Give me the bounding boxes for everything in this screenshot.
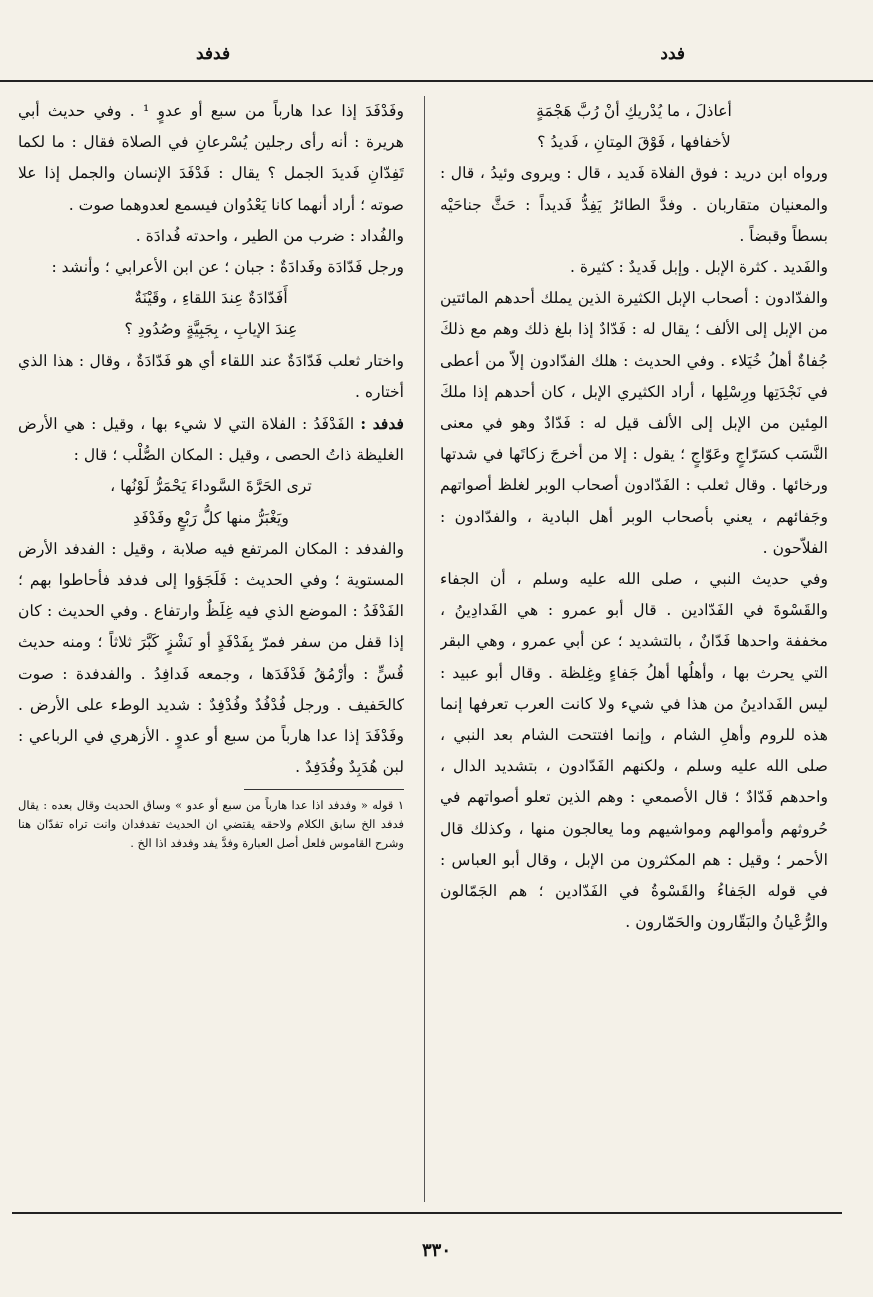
- verse-couplet-3: [18, 471, 404, 533]
- verse-line: عِندَ الإيابِ ، بِجَبِيَّةٍ وصُدُودِ ؟: [124, 320, 298, 339]
- header-root-word-left: فدفد: [196, 44, 231, 64]
- paragraph: والفدفد : المكان المرتفع فيه صلابة ، وقيل : الفدفد الأرض المستوية ؛ وفي الحديث : فَلَجَؤوا إلى فدفد فأحاطوا بهم ؛ الفَدْفَدُ : الموضع الذي فيه غِلَظٌ وارتفاع . وفي الحديث : كان إذا قفل من سفر فمرّ بِفَدْفَدٍ أو نَشْزٍ كَبَّرَ ثلاثاً ؛ ومنه حديث قُسٍّ : وأرْمُقُ فَدْفَدَها ، وجمعه فَدافِدُ . والفدفدة : صوت كالحَفيف . ورجل فُدْفُدٌ وفُدْفِدٌ : شديد الوطء على الأرض . وفَدْفَدَ إذا عدا هارباً من سبع أو عدوٍ . الأزهري في الرباعي : لبن هُدَبِدٌ وفُدَفِدٌ .: [18, 539, 404, 777]
- verse-line: أعاذلَ ، ما يُدْريكِ أنْ رُبَّ هَجْمَةٍ: [536, 102, 732, 120]
- entry-paragraph: [18, 408, 404, 471]
- verse-line: لأخفافها ، فَوْقَ المِتانِ ، فَديدُ ؟: [537, 133, 731, 152]
- left-column: [18, 96, 404, 1202]
- paragraph: واختار ثعلب فَدّادَةٌ عند اللقاء أي هو فَدّادَةٌ ، وقال : هذا الذي أختاره .: [18, 351, 404, 401]
- paragraph: وفَدْفَدَ إذا عدا هارباً من سبع أو عدوٍ ¹ . وفي حديث أبي هريرة : أنه رأى رجلين يُسْرعانِ في الصلاة فقال : ما لكما تَفِدّانِ فَديدَ الجمل ؟ يقال : فَدْفَدَ الإنسان والجمل إذا علا صوته ؛ أراد أنهما كانا يَعْدُوان فيسمع لعدوهما صوت .: [18, 102, 404, 214]
- right-column: [440, 96, 828, 1202]
- paragraph: والفُداد : ضرب من الطير ، واحدته فُدادَة .: [135, 226, 404, 245]
- page-header: [0, 40, 873, 82]
- paragraph: ورواه ابن دريد : فوق الفلاة فَديد ، قال : ويروى وئيدُ ، قال : والمعنيان متقاربان . وفدَّ الطائرُ يَفِدُّ فَديداً : حَثَّ جناحَيْه بسطاً وقبضاً .: [440, 164, 828, 245]
- bottom-rule: [12, 1212, 842, 1214]
- paragraph: ورجل فَدّادَة وفَدادَةٌ : جبان ؛ عن ابن الأعرابي ؛ وأنشد :: [51, 258, 404, 277]
- header-root-word-right: فدد: [660, 44, 685, 64]
- verse-line: أَفَدّادَةٌ عِندَ اللقاءِ ، وقَيْنَةٌ: [134, 289, 288, 308]
- verse-line: ويَغْبَرُّ منها كلُّ رَبْعٍ وفَدْفَدِ: [133, 508, 289, 527]
- footnote: ١ قوله « وفدفد اذا عدا هارباً من سبع أو عدو » وساق الحديث وقال بعده : يقال فدفد الخ سابق الكلام ولاحقه يقتضي ان الحديث تفدفدان وانت تراه تفدّان هنا وشرح القاموس فلعل أصل العبارة وفدَّ يفد وفدفد اذا الخ .: [18, 798, 404, 851]
- paragraph: والفدّادون : أصحاب الإبل الكثيرة الذين يملك أحدهم المائتين من الإبل إلى الألف ؛ يقال له : فَدّادٌ إذا بلغ ذلك وهم مع ذلكَ جُفاةٌ أهلُ خُيَلاء . وفي الحديث : هلك الفدّادون إلاّ من أعطى في نَجْدَتِها ورِسْلِها ، أراد الكثيري الإبل ، كان أحدهم إذا ملكَ المِئين من الإبل إلى الألف قيل له : فَدّادٌ وهو في معنى النَّسَب كسَرّاجٍ وعَوّاجٍ ؛ يقول : إلا من أخرجَ زكاتَها في شدتها ورخائها . وقال ثعلب : الفَدّادون أصحاب الوبر لغلظ أصواتهم وجَفائهم ، يعني بأصحاب الوبر أهل البادية ، والفدّادون : الفلاّحون .: [440, 289, 828, 557]
- verse-line: ترى الحَرَّةَ السَّوداءَ يَحْمَرُّ لَوْنُها ،: [110, 477, 312, 496]
- verse-couplet-1: [440, 96, 828, 158]
- entry-text: الفَدْفَدُ : الفلاة التي لا شيء بها ، وقيل : هي الأرض الغليظة ذاتُ الحصى ، وقيل : المكان الصُّلْب ؛ قال :: [18, 415, 404, 465]
- entry-headword: فدفد :: [360, 414, 404, 434]
- footnote-rule: [244, 789, 404, 790]
- paragraph: وفي حديث النبي ، صلى الله عليه وسلم ، أن الجفاء والقَسْوةَ في الفَدّادين . قال أبو عمرو : هي الفَدادِينُ ، مخففة واحدها فَدّانٌ ، بالتشديد ؛ عن أبي عمرو ، وهي البقر التي يحرث بها ، وأهلُها أهلُ جَفاءٍ وغِلظة . وقال أبو عبيد : ليس الفَدادينُ من هذا في شيء ولا كانت العرب تعرفها إنما هذه للروم وأهلِ الشام ، وإنما افتتحت الشام بعد النبي ، صلى الله عليه وسلم ، ولكنهم الفَدّادون ، بتشديد الدال ، واحدهم فَدّادٌ ؛ قال الأصمعي : وهم الذين تعلو أصواتهم في حُروثهم وأموالهم ومواشيهم وما يعالجون منها ، وكذلك قال الأحمر ؛ وقيل : هم المكثرون من الإبل ، وقال أبو العباس : في قوله الجَفاءُ والقَسْوةُ في الفَدّادين ؛ هم الجَمّالون والرُّعْيانُ والبَقّارون والحَمّارون .: [440, 570, 828, 932]
- verse-couplet-2: [18, 283, 404, 345]
- paragraph: والفَديد . كثرة الإبل . وإبل فَديدٌ : كثيرة .: [569, 258, 828, 277]
- column-divider: [424, 96, 425, 1202]
- page-number: ٣٣٠: [421, 1240, 451, 1261]
